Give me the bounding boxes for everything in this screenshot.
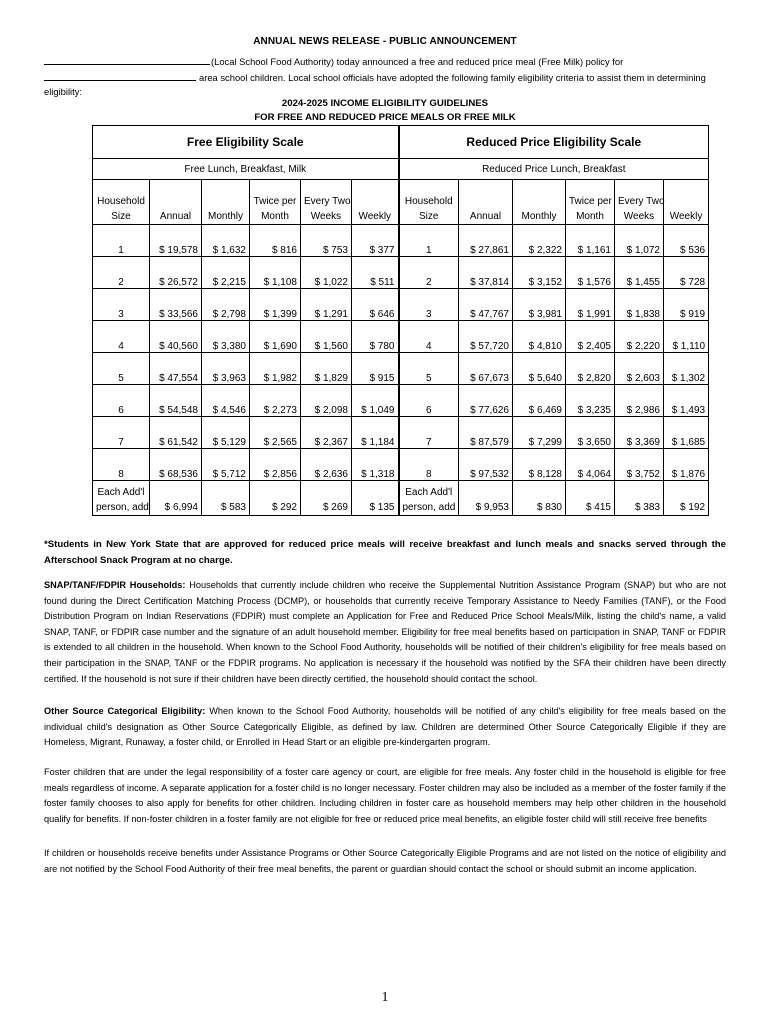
- table-cell: $ 3,235: [566, 385, 615, 417]
- contact-paragraph: If children or households receive benefits under Assistance Programs or Other Source Categorically Eligible Programs and are not listed on the notice of eligibility and are not notified by the School Food Authority of their free meal benefits, the parent or guardian should contact the school or should submit an income application.: [44, 848, 726, 874]
- household-size-cell: 2: [399, 257, 459, 289]
- table-cell: $ 6,994: [150, 481, 202, 516]
- table-cell: $ 1,876: [664, 449, 709, 481]
- table-cell: $ 47,767: [459, 289, 513, 321]
- table-cell: $ 3,650: [566, 417, 615, 449]
- guidelines-title: 2024-2025 INCOME ELIGIBILITY GUIDELINES: [281, 98, 489, 109]
- household-size-cell: 5: [93, 353, 150, 385]
- snap-paragraph: [44, 578, 726, 687]
- household-size-cell: 5: [399, 353, 459, 385]
- table-cell: $ 383: [615, 481, 664, 516]
- table-cell: $ 2,367: [301, 417, 352, 449]
- intro-line-1: [44, 54, 726, 70]
- col-every-two-weeks: Every Two Weeks: [301, 180, 352, 225]
- household-size-cell: 1: [399, 225, 459, 257]
- table-cell: $ 97,532: [459, 449, 513, 481]
- table-cell: $ 3,380: [202, 321, 250, 353]
- snap-heading: SNAP/TANF/FDPIR Households:: [44, 580, 186, 590]
- table-cell: $ 1,291: [301, 289, 352, 321]
- table-cell: $ 919: [664, 289, 709, 321]
- table-cell: $ 1,455: [615, 257, 664, 289]
- table-cell: $ 2,220: [615, 321, 664, 353]
- table-cell: $ 269: [301, 481, 352, 516]
- table-cell: $ 3,981: [513, 289, 566, 321]
- table-cell: $ 1,302: [664, 353, 709, 385]
- col-monthly: Monthly: [202, 180, 250, 225]
- page-number: 1: [381, 990, 389, 1005]
- intro-line-2: [44, 70, 726, 86]
- table-cell: $ 8,128: [513, 449, 566, 481]
- household-size-cell: 1: [93, 225, 150, 257]
- table-cell: $ 377: [352, 225, 399, 257]
- table-cell: $ 7,299: [513, 417, 566, 449]
- table-cell: $ 1,576: [566, 257, 615, 289]
- table-cell: $ 1,072: [615, 225, 664, 257]
- sfa-name-blank[interactable]: [44, 55, 210, 65]
- foster-paragraph: Foster children that are under the legal responsibility of a foster care agency or court, are eligible for free meals. Any foster child in the household is eligible for free meals regardless of income. A separate application for a foster child is no longer necessary. Foster children may also be included as a member of the foster family if the foster family chooses to also apply for benefits for other children. Including children in foster care as household members may help other children in the household qualify for benefits. If non-foster children in a foster family are not eligible for free or reduced price meal benefits, an eligible foster child will still receive free benefits: [44, 767, 726, 824]
- table-cell: $ 5,640: [513, 353, 566, 385]
- table-cell: $ 67,673: [459, 353, 513, 385]
- table-cell: $ 2,565: [250, 417, 301, 449]
- household-size-cell: 3: [399, 289, 459, 321]
- col-monthly-reduced: Monthly: [513, 180, 566, 225]
- household-size-cell: 6: [399, 385, 459, 417]
- income-eligibility-table: [92, 125, 709, 516]
- table-cell: $ 68,536: [150, 449, 202, 481]
- table-cell: $ 292: [250, 481, 301, 516]
- table-cell: $ 728: [664, 257, 709, 289]
- table-cell: $ 2,098: [301, 385, 352, 417]
- table-cell: $ 3,963: [202, 353, 250, 385]
- table-cell: $ 1,632: [202, 225, 250, 257]
- table-cell: $ 583: [202, 481, 250, 516]
- table-cell: $ 1,685: [664, 417, 709, 449]
- table-cell: $ 1,560: [301, 321, 352, 353]
- col-twice-per-month-reduced: Twice per Month: [566, 180, 615, 225]
- table-cell: $ 1,022: [301, 257, 352, 289]
- table-cell: $ 2,820: [566, 353, 615, 385]
- table-cell: $ 54,548: [150, 385, 202, 417]
- additional-person-row: [93, 481, 709, 516]
- table-cell: $ 1,318: [352, 449, 399, 481]
- table-cell: $ 40,560: [150, 321, 202, 353]
- col-annual: Annual: [150, 180, 202, 225]
- table-cell: $ 192: [664, 481, 709, 516]
- household-size-cell: 8: [399, 449, 459, 481]
- col-household-size: Household Size: [93, 180, 150, 225]
- table-cell: $ 1,108: [250, 257, 301, 289]
- household-size-cell: 6: [93, 385, 150, 417]
- table-cell: $ 4,810: [513, 321, 566, 353]
- table-row: [93, 385, 709, 417]
- table-cell: $ 2,636: [301, 449, 352, 481]
- table-row: [93, 257, 709, 289]
- table-cell: $ 816: [250, 225, 301, 257]
- other-source-paragraph: [44, 704, 726, 751]
- intro-text-1: (Local School Food Authority) today announced a free and reduced price meal (Free Milk) policy for: [211, 56, 624, 67]
- table-cell: $ 1,184: [352, 417, 399, 449]
- household-size-cell: 8: [93, 449, 150, 481]
- household-size-cell: 4: [93, 321, 150, 353]
- table-cell: $ 780: [352, 321, 399, 353]
- table-cell: $ 33,566: [150, 289, 202, 321]
- table-cell: $ 1,493: [664, 385, 709, 417]
- table-cell: $ 61,542: [150, 417, 202, 449]
- table-cell: $ 1,110: [664, 321, 709, 353]
- table-row: [93, 225, 709, 257]
- table-cell: $ 9,953: [459, 481, 513, 516]
- table-row: [93, 353, 709, 385]
- table-cell: $ 4,546: [202, 385, 250, 417]
- table-cell: $ 5,712: [202, 449, 250, 481]
- reduced-scale-subheader: Reduced Price Lunch, Breakfast: [399, 159, 709, 180]
- table-cell: $ 830: [513, 481, 566, 516]
- intro-text-2: area school children. Local school officials have adopted the following family eligibility criteria to assist them in determining: [199, 72, 706, 83]
- table-cell: $ 511: [352, 257, 399, 289]
- table-cell: $ 1,161: [566, 225, 615, 257]
- table-cell: $ 536: [664, 225, 709, 257]
- table-cell: $ 26,572: [150, 257, 202, 289]
- table-cell: $ 2,273: [250, 385, 301, 417]
- table-cell: $ 19,578: [150, 225, 202, 257]
- table-cell: $ 1,829: [301, 353, 352, 385]
- table-cell: $ 1,690: [250, 321, 301, 353]
- additional-person-label: Each Add'l person, add: [93, 481, 150, 516]
- table-cell: $ 1,991: [566, 289, 615, 321]
- table-cell: $ 3,369: [615, 417, 664, 449]
- reduced-scale-header: Reduced Price Eligibility Scale: [399, 126, 709, 159]
- table-cell: $ 2,856: [250, 449, 301, 481]
- col-twice-per-month: Twice per Month: [250, 180, 301, 225]
- table-cell: $ 2,322: [513, 225, 566, 257]
- table-cell: $ 87,579: [459, 417, 513, 449]
- table-cell: $ 3,152: [513, 257, 566, 289]
- table-row: [93, 321, 709, 353]
- table-cell: $ 2,405: [566, 321, 615, 353]
- household-size-cell: 7: [399, 417, 459, 449]
- table-cell: $ 646: [352, 289, 399, 321]
- guidelines-subtitle: FOR FREE AND REDUCED PRICE MEALS OR FREE MILK: [254, 112, 516, 123]
- free-scale-header: Free Eligibility Scale: [93, 126, 399, 159]
- area-name-blank[interactable]: [44, 71, 196, 81]
- table-cell: $ 2,986: [615, 385, 664, 417]
- table-cell: $ 753: [301, 225, 352, 257]
- free-scale-subheader: Free Lunch, Breakfast, Milk: [93, 159, 399, 180]
- table-cell: $ 2,603: [615, 353, 664, 385]
- table-cell: $ 27,861: [459, 225, 513, 257]
- nys-reduced-price-note: *Students in New York State that are approved for reduced price meals will receive breakfast and lunch meals and snacks served through the Afterschool Snack Program at no charge.: [44, 539, 726, 566]
- col-weekly: Weekly: [352, 180, 399, 225]
- household-size-cell: 3: [93, 289, 150, 321]
- col-annual-reduced: Annual: [459, 180, 513, 225]
- table-cell: $ 2,215: [202, 257, 250, 289]
- table-cell: $ 415: [566, 481, 615, 516]
- table-cell: $ 77,626: [459, 385, 513, 417]
- other-source-text: When known to the School Food Authority, households will be notified of any child's eligibility for free meals based on the individual child's designation as Other Source Categorically Eligible, as defined by law. Children are determined Other Source Categorically Eligible if they are Homeless, Migrant, Runaway, a foster child, or Enrolled in Head Start or an eligible pre-kindergarten program.: [44, 706, 726, 748]
- column-header-row: [93, 180, 709, 225]
- table-row: [93, 289, 709, 321]
- table-cell: $ 47,554: [150, 353, 202, 385]
- additional-person-label-reduced: Each Add'l person, add: [399, 481, 459, 516]
- household-size-cell: 2: [93, 257, 150, 289]
- household-size-cell: 4: [399, 321, 459, 353]
- table-row: [93, 417, 709, 449]
- household-size-cell: 7: [93, 417, 150, 449]
- other-source-heading: Other Source Categorical Eligibility:: [44, 706, 206, 716]
- table-cell: $ 1,399: [250, 289, 301, 321]
- col-household-size-reduced: Household Size: [399, 180, 459, 225]
- col-every-two-weeks-reduced: Every Two Weeks: [615, 180, 664, 225]
- col-weekly-reduced: Weekly: [664, 180, 709, 225]
- snap-text: Households that currently include children who receive the Supplemental Nutrition Assistance Program (SNAP) but who are not found during the Direct Certification Matching Process (DCMP), or households that currently receive Temporary Assistance to Needy Families (TANF), or the Food Distribution Program on Indian Reservations (FDPIR) must complete an Application for Free and Reduced Price School Meals/Milk, listing the child's name, a valid SNAP, TANF, or FDPIR case number and the signature of an adult household member. Eligibility for free meal benefits based on participation in SNAP, TANF or FDPIR is extended to all children in the household. When known to the School Food Authority, households will be notified of their children's eligibility for free meals based on their participation in the SNAP, TANF or the FDPIR programs. No application is necessary if the household was notified by the SFA their children have been directly certified. If the household is not sure if their children have been directly certified, the household should contact the school.: [44, 580, 727, 684]
- table-cell: $ 2,798: [202, 289, 250, 321]
- table-cell: $ 37,814: [459, 257, 513, 289]
- table-cell: $ 57,720: [459, 321, 513, 353]
- table-cell: $ 3,752: [615, 449, 664, 481]
- table-cell: $ 1,982: [250, 353, 301, 385]
- table-cell: $ 5,129: [202, 417, 250, 449]
- table-cell: $ 135: [352, 481, 399, 516]
- intro-line-3: eligibility:: [44, 86, 83, 97]
- table-cell: $ 1,838: [615, 289, 664, 321]
- table-cell: $ 6,469: [513, 385, 566, 417]
- table-cell: $ 4,064: [566, 449, 615, 481]
- document-title: ANNUAL NEWS RELEASE - PUBLIC ANNOUNCEMENT: [253, 36, 517, 47]
- table-cell: $ 1,049: [352, 385, 399, 417]
- table-cell: $ 915: [352, 353, 399, 385]
- table-row: [93, 449, 709, 481]
